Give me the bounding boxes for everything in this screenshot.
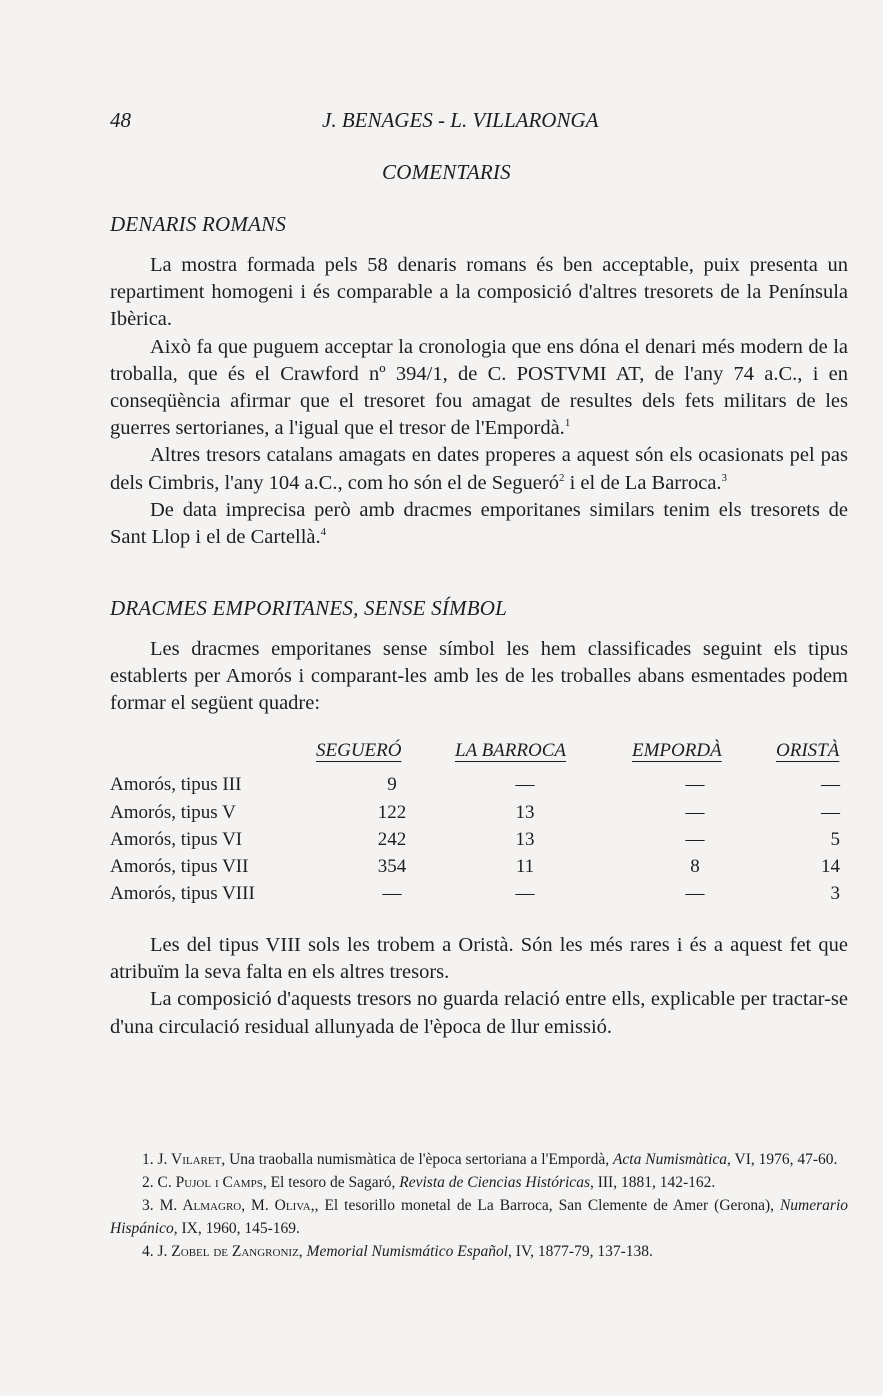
paragraph <box>110 252 848 334</box>
cell: 3 <box>830 883 840 904</box>
paragraph <box>110 442 848 496</box>
section-denaris-body <box>110 252 848 551</box>
cell: 5 <box>830 829 840 850</box>
table-row <box>110 829 850 857</box>
footnote-text: , Una traoballa numismàtica de l'època sertoriana a l'Empordà, <box>221 1151 613 1168</box>
running-head-authors: J. BENAGES - L. VILLARONGA <box>322 108 599 132</box>
page-number: 48 <box>110 108 131 132</box>
footnote-rest: , IX, 1960, 145-169. <box>173 1220 300 1237</box>
cell: 14 <box>821 856 840 877</box>
paragraph <box>110 986 848 1040</box>
paragraph-text: Altres tresors catalans amagats en dates properes a aquest són els ocasionats pel pas dels Cimbris, l'any 104 a.C., com ho són el de Segueró <box>110 444 848 494</box>
cell: — <box>685 883 705 904</box>
footnotes <box>110 1148 848 1263</box>
section-dracmes-body <box>110 636 848 718</box>
footnote <box>110 1194 848 1240</box>
cell: 122 <box>377 802 407 823</box>
column-header-emporda: EMPORDÀ <box>632 740 722 761</box>
chapter-title: COMENTARIS <box>382 160 511 184</box>
paragraph-text: La mostra formada pels 58 denaris romans és ben acceptable, puix presenta un repartiment homogeni i és comparable a la composició d'altres tresorets de la Península Ibèrica. <box>110 254 848 331</box>
cell: — <box>821 774 840 795</box>
paragraph <box>110 932 848 986</box>
table-row <box>110 802 850 830</box>
footnote-number: 4. <box>142 1243 154 1260</box>
cell: — <box>821 802 840 823</box>
footnote-rest: , IV, 1877-79, 137-138. <box>508 1243 653 1260</box>
paragraph-text: La composició d'aquests tresors no guarda relació entre ells, explicable per tractar-se d'una circulació residual allunyada de l'època de llur emissió. <box>110 988 848 1038</box>
cell: 242 <box>377 829 407 850</box>
footnote <box>110 1171 848 1194</box>
footnote-number: 3. <box>142 1197 154 1214</box>
cell: 354 <box>377 856 407 877</box>
footnote-source: Memorial Numismático Español <box>306 1243 509 1260</box>
table-row <box>110 774 850 802</box>
closing-body <box>110 932 848 1041</box>
paragraph <box>110 334 848 443</box>
footnote-text: , <box>298 1243 307 1260</box>
footnote-text: , El tesoro de Sagaró, <box>262 1174 400 1191</box>
footnote-ref: 4 <box>320 526 327 539</box>
paragraph-text: Les dracmes emporitanes sense símbol les hem classificades seguint els tipus establerts per Amorós i comparant-les amb les de les troballes abans esmentades podem formar el següent quadre: <box>110 638 848 715</box>
footnote-number: 2. <box>142 1174 154 1191</box>
footnote-number: 1. <box>142 1151 154 1168</box>
footnote-author: M. Almagro, M. Oliva, <box>159 1197 315 1214</box>
cell: — <box>515 774 535 795</box>
paragraph-text: Les del tipus VIII sols les trobem a Oristà. Són les més rares i és a aquest fet que atribuïm la seva falta en els altres tresors. <box>110 934 848 984</box>
cell: 11 <box>515 856 535 877</box>
footnote-source: Acta Numismàtica <box>612 1151 728 1168</box>
footnote-source: Revista de Ciencias Históricas <box>399 1174 590 1191</box>
footnote-ref: 3 <box>721 471 728 484</box>
row-label: Amorós, tipus V <box>110 802 236 823</box>
cell: — <box>685 802 705 823</box>
footnote-author: J. Zobel de Zangroniz <box>157 1243 299 1260</box>
paragraph-text: i el de La Barroca. <box>564 471 722 494</box>
footnote-source: Numerario Hispánico <box>110 1197 849 1237</box>
footnote-author: J. Vilaret <box>157 1151 222 1168</box>
column-header-orista: ORISTÀ <box>776 740 840 761</box>
cell: — <box>382 883 402 904</box>
column-header-la-barroca: LA BARROCA <box>455 740 567 761</box>
table-row <box>110 856 850 884</box>
cell: 8 <box>690 856 700 877</box>
column-header-seguero: SEGUERÓ <box>316 740 402 761</box>
cell: 13 <box>515 829 535 850</box>
paragraph-text: Això fa que puguem acceptar la cronologia que ens dóna el denari més modern de la troballa, que és el Crawford nº 394/1, de C. POSTVMI AT, de l'any 74 a.C., i en conseqüència afirmar que el tresoret fou amagat de resultes dels fets militars de les guerres sertorianes, a l'igual que el tresor de l'Empordà. <box>110 335 848 440</box>
row-label: Amorós, tipus VII <box>110 856 249 877</box>
section-title-denaris: DENARIS ROMANS <box>110 212 287 236</box>
footnote-text: , El tesorillo monetal de La Barroca, San Clemente de Amer (Gerona), <box>314 1197 780 1214</box>
row-label: Amorós, tipus VIII <box>110 883 255 904</box>
footnote-ref: 2 <box>558 471 565 484</box>
table-row <box>110 883 850 911</box>
footnote-rest: , III, 1881, 142-162. <box>589 1174 716 1191</box>
cell: 9 <box>387 774 397 795</box>
footnote-rest: , VI, 1976, 47-60. <box>727 1151 838 1168</box>
paragraph-text: De data imprecisa però amb dracmes emporitanes similars tenim els tresorets de Sant Llop i el de Cartellà. <box>110 498 848 549</box>
cell: 13 <box>515 802 535 823</box>
footnote <box>110 1240 848 1263</box>
cell: — <box>685 774 705 795</box>
section-title-dracmes: DRACMES EMPORITANES, SENSE SÍMBOL <box>110 596 507 620</box>
footnote <box>110 1148 848 1171</box>
cell: — <box>515 883 535 904</box>
paragraph <box>110 636 848 718</box>
row-label: Amorós, tipus III <box>110 774 242 795</box>
footnote-ref: 1 <box>564 417 571 430</box>
paragraph <box>110 497 848 551</box>
cell: — <box>685 829 705 850</box>
row-label: Amorós, tipus VI <box>110 829 243 850</box>
footnote-author: C. Pujol i Camps <box>157 1174 263 1191</box>
